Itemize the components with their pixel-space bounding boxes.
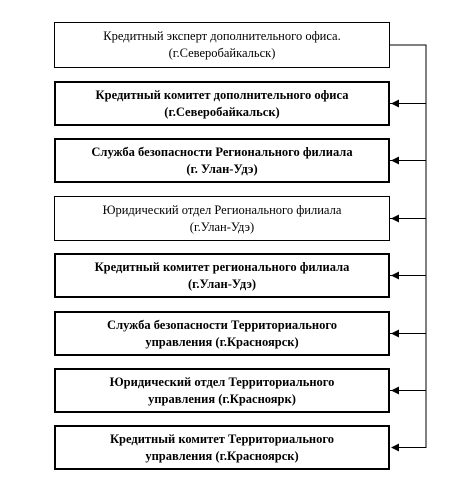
- box-4-line-2: (г.Улан-Удэ): [189, 219, 255, 234]
- box-security-territorial: [54, 311, 390, 356]
- box-credit-committee-territorial: [54, 425, 390, 470]
- box-2-line-2: (г.Северобайкальск): [164, 104, 280, 119]
- box-4-line-1: Юридический отдел Регионального филиала: [102, 202, 342, 217]
- box-legal-territorial: [54, 368, 390, 413]
- connector-arrow-6-to-7: [390, 334, 426, 391]
- box-credit-committee-regional: [54, 253, 390, 298]
- box-6-line-2: управления (г.Красноярск): [145, 334, 299, 349]
- box-1-line-2: (г.Северобайкальск): [168, 46, 276, 60]
- box-3-line-1: Служба безопасности Регионального филиала: [91, 144, 353, 159]
- box-credit-expert-office: [54, 22, 390, 68]
- connector-arrow-3-to-4: [390, 161, 426, 219]
- box-legal-regional-branch: [54, 196, 390, 241]
- box-7-line-1: Юридический отдел Территориального: [109, 374, 335, 389]
- box-security-regional-branch: [54, 138, 390, 183]
- box-6-line-1: Служба безопасности Территориального: [107, 317, 337, 332]
- connector-arrow-4-to-5: [390, 219, 426, 276]
- box-8-line-2: управления (г.Красноярск): [145, 448, 299, 463]
- box-3-line-2: (г. Улан-Удэ): [186, 161, 258, 176]
- box-2-line-1: Кредитный комитет дополнительного офиса: [95, 87, 349, 102]
- connector-arrow-1-to-2: [390, 45, 426, 104]
- box-1-line-1: Кредитный эксперт дополнительного офиса.: [103, 29, 341, 43]
- connector-arrow-5-to-6: [390, 276, 426, 334]
- box-5-line-2: (г.Улан-Удэ): [187, 276, 257, 291]
- connector-arrow-7-to-8: [390, 391, 426, 448]
- box-credit-committee-office: [54, 81, 390, 126]
- box-7-line-2: управления (г.Красноярк): [148, 391, 296, 406]
- box-5-line-1: Кредитный комитет регионального филиала: [94, 259, 350, 274]
- box-8-line-1: Кредитный комитет Территориального: [109, 431, 335, 446]
- connector-arrow-2-to-3: [390, 104, 426, 161]
